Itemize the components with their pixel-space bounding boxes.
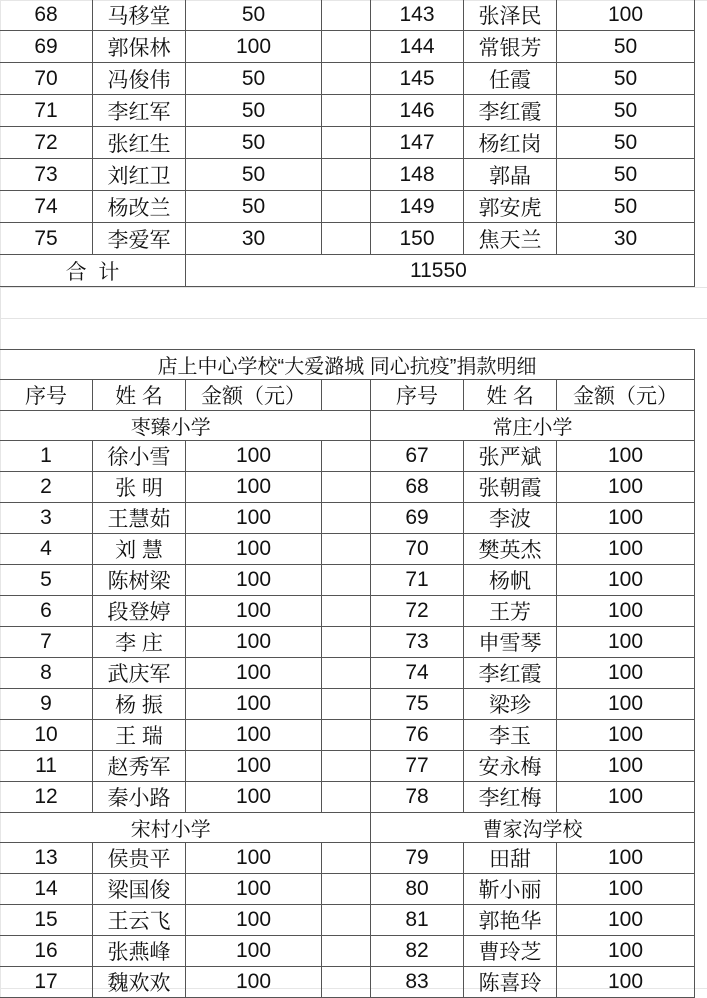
- gap-cell: [322, 782, 371, 813]
- right-name: 靳小丽: [464, 874, 557, 905]
- left-name: 魏欢欢: [93, 967, 186, 998]
- right-name: 李红梅: [464, 782, 557, 813]
- right-number: 73: [371, 627, 464, 658]
- left-number: 5: [0, 565, 93, 596]
- left-number: 9: [0, 689, 93, 720]
- table-row: [0, 843, 695, 874]
- right-name: 杨红岗: [464, 127, 557, 159]
- gap-cell: [322, 223, 371, 255]
- left-name: 赵秀军: [93, 751, 186, 782]
- table-title-row: [0, 350, 695, 380]
- right-amount: 100: [557, 967, 695, 998]
- gap-cell: [322, 813, 371, 843]
- left-number: 72: [0, 127, 93, 159]
- right-number: 82: [371, 936, 464, 967]
- left-name: 秦小路: [93, 782, 186, 813]
- right-amount: 100: [557, 596, 695, 627]
- table-row: [0, 905, 695, 936]
- right-amount: 30: [557, 223, 695, 255]
- right-number: 74: [371, 658, 464, 689]
- gap-cell: [322, 689, 371, 720]
- left-amount: 100: [186, 472, 322, 503]
- donation-detail-table: [0, 349, 695, 998]
- left-name: 刘 慧: [93, 534, 186, 565]
- right-number: 68: [371, 472, 464, 503]
- gap-cell: [322, 63, 371, 95]
- right-name: 陈喜玲: [464, 967, 557, 998]
- left-amount: 100: [186, 441, 322, 472]
- right-name: 李红霞: [464, 95, 557, 127]
- table-row: [0, 967, 695, 998]
- left-amount: 100: [186, 31, 322, 63]
- left-amount: 50: [186, 127, 322, 159]
- right-amount: 100: [557, 936, 695, 967]
- right-number: 70: [371, 534, 464, 565]
- total-row: [0, 255, 695, 287]
- right-number: 80: [371, 874, 464, 905]
- right-name: 李玉: [464, 720, 557, 751]
- gap-cell: [322, 503, 371, 534]
- right-name: 樊英杰: [464, 534, 557, 565]
- gap-cell: [322, 874, 371, 905]
- left-number: 70: [0, 63, 93, 95]
- right-amount: 100: [557, 720, 695, 751]
- right-name: 焦天兰: [464, 223, 557, 255]
- right-number: 148: [371, 159, 464, 191]
- gap-cell: [322, 720, 371, 751]
- header-name-left: 姓 名: [93, 380, 186, 411]
- right-number: 69: [371, 503, 464, 534]
- left-amount: 100: [186, 689, 322, 720]
- gap-cell: [322, 596, 371, 627]
- left-number: 2: [0, 472, 93, 503]
- total-value: 11550: [186, 255, 695, 287]
- gap-cell: [322, 565, 371, 596]
- table-row: [0, 565, 695, 596]
- right-name: 郭晶: [464, 159, 557, 191]
- table-title: 店上中心学校“大爱潞城 同心抗疫”捐款明细: [0, 350, 695, 380]
- left-name: 李爱军: [93, 223, 186, 255]
- header-amount-left: 金额（元）: [186, 380, 322, 411]
- right-amount: 50: [557, 127, 695, 159]
- right-name: 张泽民: [464, 0, 557, 31]
- gap-cell: [322, 95, 371, 127]
- table-row: [0, 127, 695, 159]
- left-number: 8: [0, 658, 93, 689]
- left-amount: 100: [186, 720, 322, 751]
- left-amount: 100: [186, 782, 322, 813]
- section-row: [0, 813, 695, 843]
- gap-cell: [322, 905, 371, 936]
- gap-cell: [322, 31, 371, 63]
- right-number: 147: [371, 127, 464, 159]
- left-name: 李 庄: [93, 627, 186, 658]
- right-amount: 100: [557, 905, 695, 936]
- left-number: 74: [0, 191, 93, 223]
- right-name: 郭艳华: [464, 905, 557, 936]
- gap-cell: [322, 472, 371, 503]
- right-amount: 100: [557, 441, 695, 472]
- left-number: 11: [0, 751, 93, 782]
- left-amount: 50: [186, 0, 322, 31]
- left-amount: 100: [186, 936, 322, 967]
- header-no-right: 序号: [371, 380, 464, 411]
- right-number: 83: [371, 967, 464, 998]
- right-amount: 100: [557, 0, 695, 31]
- gap-cell: [322, 0, 371, 31]
- right-name: 王芳: [464, 596, 557, 627]
- right-name: 安永梅: [464, 751, 557, 782]
- left-amount: 50: [186, 159, 322, 191]
- gap-cell: [322, 127, 371, 159]
- left-amount: 100: [186, 565, 322, 596]
- gap-cell: [322, 191, 371, 223]
- table-row: [0, 534, 695, 565]
- left-section-name: 枣臻小学: [0, 411, 322, 441]
- left-number: 7: [0, 627, 93, 658]
- right-number: 144: [371, 31, 464, 63]
- left-amount: 100: [186, 658, 322, 689]
- table-row: [0, 472, 695, 503]
- right-number: 149: [371, 191, 464, 223]
- gap-cell: [322, 627, 371, 658]
- left-number: 69: [0, 31, 93, 63]
- left-number: 14: [0, 874, 93, 905]
- header-gap: [322, 380, 371, 411]
- right-name: 郭安虎: [464, 191, 557, 223]
- right-name: 曹玲芝: [464, 936, 557, 967]
- left-name: 杨 振: [93, 689, 186, 720]
- left-number: 16: [0, 936, 93, 967]
- right-amount: 50: [557, 63, 695, 95]
- left-name: 武庆军: [93, 658, 186, 689]
- right-name: 杨帆: [464, 565, 557, 596]
- right-amount: 100: [557, 751, 695, 782]
- left-name: 李红军: [93, 95, 186, 127]
- left-amount: 100: [186, 627, 322, 658]
- right-amount: 100: [557, 782, 695, 813]
- left-number: 15: [0, 905, 93, 936]
- right-amount: 100: [557, 534, 695, 565]
- right-number: 72: [371, 596, 464, 627]
- left-name: 张红生: [93, 127, 186, 159]
- header-name-right: 姓 名: [464, 380, 557, 411]
- table-row: [0, 720, 695, 751]
- left-name: 郭保林: [93, 31, 186, 63]
- gap-cell: [322, 159, 371, 191]
- right-name: 田甜: [464, 843, 557, 874]
- left-number: 68: [0, 0, 93, 31]
- right-number: 145: [371, 63, 464, 95]
- left-name: 张 明: [93, 472, 186, 503]
- right-number: 77: [371, 751, 464, 782]
- right-number: 81: [371, 905, 464, 936]
- right-amount: 100: [557, 689, 695, 720]
- right-section-name: 曹家沟学校: [371, 813, 695, 843]
- left-amount: 100: [186, 503, 322, 534]
- donation-table-continued: [0, 0, 695, 287]
- table-row: [0, 936, 695, 967]
- right-amount: 100: [557, 503, 695, 534]
- left-amount: 100: [186, 596, 322, 627]
- gap-cell: [322, 658, 371, 689]
- left-amount: 100: [186, 874, 322, 905]
- table-row: [0, 689, 695, 720]
- right-number: 146: [371, 95, 464, 127]
- table-row: [0, 658, 695, 689]
- right-number: 71: [371, 565, 464, 596]
- gap-cell: [322, 441, 371, 472]
- right-amount: 50: [557, 191, 695, 223]
- right-name: 申雪琴: [464, 627, 557, 658]
- right-amount: 50: [557, 31, 695, 63]
- left-number: 17: [0, 967, 93, 998]
- gap-cell: [322, 411, 371, 441]
- table-row: [0, 503, 695, 534]
- table-row: [0, 191, 695, 223]
- right-name: 任霞: [464, 63, 557, 95]
- left-name: 张燕峰: [93, 936, 186, 967]
- left-amount: 100: [186, 751, 322, 782]
- left-name: 杨改兰: [93, 191, 186, 223]
- left-amount: 100: [186, 967, 322, 998]
- left-number: 1: [0, 441, 93, 472]
- total-label: 合 计: [0, 255, 186, 287]
- gap-cell: [322, 843, 371, 874]
- gap-cell: [322, 936, 371, 967]
- right-number: 79: [371, 843, 464, 874]
- table-row: [0, 874, 695, 905]
- right-amount: 100: [557, 565, 695, 596]
- left-number: 12: [0, 782, 93, 813]
- header-row: [0, 380, 695, 411]
- right-name: 常银芳: [464, 31, 557, 63]
- table-row: [0, 627, 695, 658]
- left-number: 71: [0, 95, 93, 127]
- left-number: 10: [0, 720, 93, 751]
- left-name: 冯俊伟: [93, 63, 186, 95]
- table-row: [0, 31, 695, 63]
- left-name: 侯贵平: [93, 843, 186, 874]
- right-number: 143: [371, 0, 464, 31]
- table-row: [0, 223, 695, 255]
- left-name: 陈树梁: [93, 565, 186, 596]
- gap-cell: [322, 534, 371, 565]
- right-amount: 100: [557, 843, 695, 874]
- header-amount-right: 金额（元）: [557, 380, 695, 411]
- table-row: [0, 782, 695, 813]
- left-amount: 50: [186, 95, 322, 127]
- left-name: 马移堂: [93, 0, 186, 31]
- left-number: 6: [0, 596, 93, 627]
- table-row: [0, 751, 695, 782]
- table-row: [0, 159, 695, 191]
- table-row: [0, 441, 695, 472]
- right-number: 76: [371, 720, 464, 751]
- right-amount: 50: [557, 159, 695, 191]
- right-number: 75: [371, 689, 464, 720]
- section-row: [0, 411, 695, 441]
- table-row: [0, 95, 695, 127]
- table-row: [0, 0, 695, 31]
- right-number: 78: [371, 782, 464, 813]
- left-name: 王慧茹: [93, 503, 186, 534]
- left-name: 王 瑞: [93, 720, 186, 751]
- right-amount: 100: [557, 874, 695, 905]
- right-amount: 50: [557, 95, 695, 127]
- right-section-name: 常庄小学: [371, 411, 695, 441]
- left-name: 王云飞: [93, 905, 186, 936]
- right-amount: 100: [557, 658, 695, 689]
- right-amount: 100: [557, 472, 695, 503]
- right-number: 150: [371, 223, 464, 255]
- right-name: 李波: [464, 503, 557, 534]
- right-amount: 100: [557, 627, 695, 658]
- table-row: [0, 63, 695, 95]
- left-amount: 50: [186, 191, 322, 223]
- left-amount: 100: [186, 534, 322, 565]
- gap-cell: [322, 967, 371, 998]
- left-amount: 100: [186, 843, 322, 874]
- left-name: 刘红卫: [93, 159, 186, 191]
- left-number: 75: [0, 223, 93, 255]
- right-name: 张朝霞: [464, 472, 557, 503]
- right-number: 67: [371, 441, 464, 472]
- left-number: 4: [0, 534, 93, 565]
- left-number: 13: [0, 843, 93, 874]
- left-name: 徐小雪: [93, 441, 186, 472]
- gap-cell: [322, 751, 371, 782]
- left-number: 73: [0, 159, 93, 191]
- header-no-left: 序号: [0, 380, 93, 411]
- left-amount: 30: [186, 223, 322, 255]
- spreadsheet-gridlines: [0, 287, 707, 349]
- left-section-name: 宋村小学: [0, 813, 322, 843]
- left-name: 梁国俊: [93, 874, 186, 905]
- table-row: [0, 596, 695, 627]
- left-number: 3: [0, 503, 93, 534]
- right-name: 李红霞: [464, 658, 557, 689]
- left-amount: 100: [186, 905, 322, 936]
- left-amount: 50: [186, 63, 322, 95]
- right-name: 张严斌: [464, 441, 557, 472]
- left-name: 段登婷: [93, 596, 186, 627]
- right-name: 梁珍: [464, 689, 557, 720]
